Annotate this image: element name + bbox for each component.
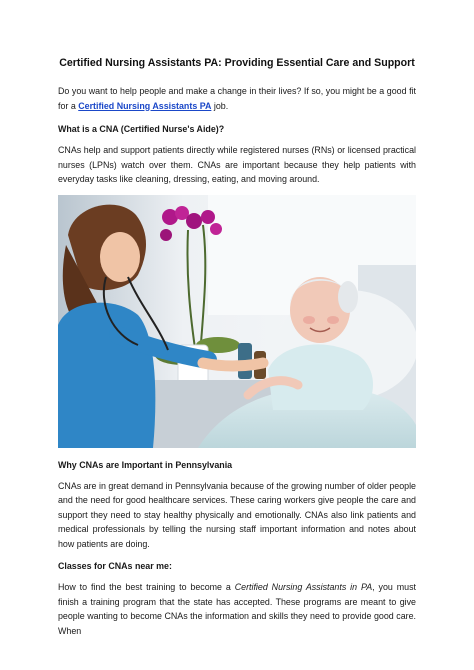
photo-illustration — [58, 195, 416, 448]
section-body-why-important: CNAs are in great demand in Pennsylvania because of the growing number of older people and the need for good healthcare services. These caring workers give people the care and support they need to stay healthy physically and emotionally. CNAs also link patients and medical professionals by telling the nursing staff important information and notes about how patients are doing. — [58, 480, 416, 549]
intro-text-before: Do you want to help people and make a change in their lives? If so, you might be a good fit for a — [58, 86, 416, 111]
nurse-with-patient-photo — [58, 195, 416, 448]
page-title: Certified Nursing Assistants PA: Providing Essential Care and Support — [59, 57, 415, 69]
section-body-what-is-cna: CNAs help and support patients directly while registered nurses (RNs) or licensed practical nurses (LPNs) watch over them. CNAs are important because they help patients with everyday tasks like cleaning, dressing, eating, and moving around. — [58, 145, 416, 184]
section-body-classes — [58, 580, 416, 638]
classes-text-emphasis: Certified Nursing Assistants in PA — [234, 582, 373, 592]
classes-text-before: How to find the best training to become a — [58, 582, 235, 592]
intro-text-after: job. — [211, 100, 229, 111]
section-heading-why-important: Why CNAs are Important in Pennsylvania — [58, 459, 233, 470]
cna-pa-link[interactable]: Certified Nursing Assistants PA — [78, 100, 212, 111]
section-heading-what-is-cna: What is a CNA (Certified Nurse's Aide)? — [58, 124, 225, 134]
classes-text-after: , you must finish a training program that the state has accepted. These programs are meant to give people wanting to become CNAs the information and skills they need to provide good care. When — [58, 582, 416, 636]
intro-paragraph — [58, 84, 416, 113]
section-heading-classes: Classes for CNAs near me: — [58, 561, 172, 571]
